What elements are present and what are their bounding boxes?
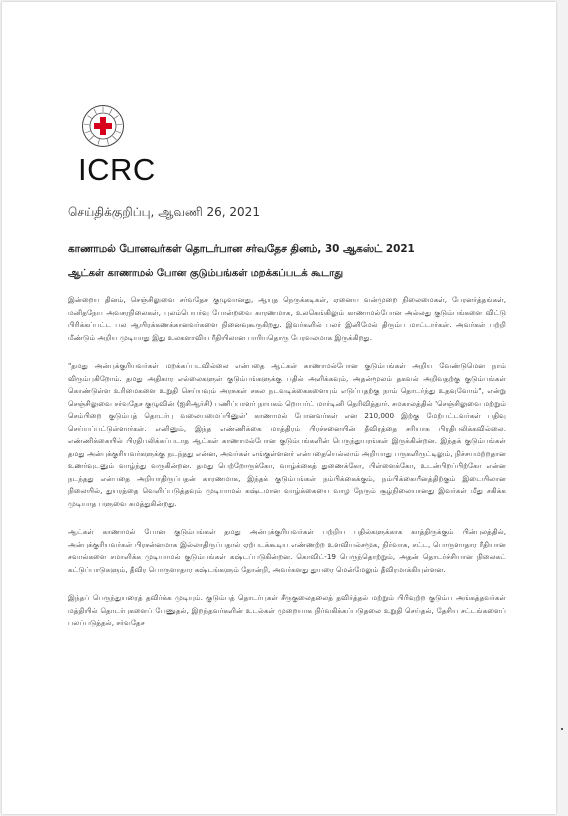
paragraph: இந்தப் பெருந்துயரைத் தவிர்க்க முடியும். குடும்பத் தொடர்புகள் சீருகுலைதலைத் தவிர்த்தல் மற்றும் பிரிவுற்ற குடும்ப அங்கத்தவர்கள் மத்தியில் தொடர்புகளைப் பேணுதல், இறந்தவர்களின் உடல்கள் முறையாக நிர்வகிக்கப்படுதலை உறுதி செய்தல், தேசிய சட்டங்களைப் பலப்படுத்தல், சர்வதேச bbox=[68, 593, 506, 627]
release-type-and-date: செய்திக்குறிப்பு, ஆவணி 26, 2021 bbox=[68, 205, 260, 219]
page-marker-dot bbox=[561, 728, 563, 730]
paragraph: ஆட்கள் காணாமல் போன குடும்பங்கள் தமது அன்புக்குரியவர்கள் பற்றிய பதில்களுக்காக காத்திருக்கும் பின்புலத்தில், அன்புக்குரியவர்கள் பிரசன்னமாக இல்லாதிருப்பதால் ஏற்படக்கூடிய எண்ணற்ற உளவியல்சமூக, நிர்வாக, சட்ட, பொருளாதார ரீதியான சவால்களை சமாளிக்க முடியாமல் குடும்பங்கள் கஷ்டப்படுகின்றன. கொவிட்-19 பெருந்தொற்றும், அதன் தொடர்ச்சியான நிலைகட் கட்டுப்பாடுகளும், தீவிர பொருளாதார கஷ்டங்களும் தோன்றி, அவர்களது துயரை மென்மேலும் தீவிரமாக்கியுள்ளன. bbox=[68, 527, 506, 574]
icrc-logo bbox=[78, 104, 156, 187]
red-cross-emblem-icon bbox=[81, 104, 125, 148]
logo-text: ICRC bbox=[78, 152, 156, 187]
document-page bbox=[2, 2, 556, 814]
body-text bbox=[68, 294, 506, 646]
paragraph: "தமது அன்புக்குரியவர்கள் மறக்கப்படவில்லை என்பதை ஆட்கள் காணாமல்போன குடும்பங்கள் அறிய வேண்டுமென நாம் விரும்புகிறோம். தமது அதிகார எல்லைகளுள் குடும்பங்களுக்கு பதில் அளிக்கவும், அதன்மூலம் தகவல் அறிவதற்கு குடும்பங்கள் கொண்டுள்ள உரிமைகளை உறுதி செய்யவும் அரசுகள் சகல நடவடிக்கைகளையும் எடுப்பதற்கு நாம் தொடர்ந்து உதவுவோம்", என்று செஞ்சிலுவை சர்வதேச குழுவின் (ஐசிஆர்சி) பணிப்பாளர் நாயகம் றொபர்ட் மார்டினி தெரிவித்தார். சமகாலத்தில் 'செஞ்சிலுவை மற்றும் செம்பிறை குடும்பத் தொடர்பு வலையமைப்பினுள்' காணாமல் போனவர்கள் என 210,000 இற்கு மேற்பட்டவர்கள் பதிவு செய்யப்பட்டுள்ளார்கள். எனினும், இந்த எண்ணிக்கை மாத்திரம் பிரச்சனையின் தீவிரத்தை சரியாக பிரதிபலிக்கவில்லை. எண்ணிக்கையில் பிரதிபலிக்கப்படாத ஆட்கள் காணாமல்போன குடும்பங்களின் பெருந்துயரங்கள் இருக்கின்றன. இந்தக் குடும்பங்கள் தமது அன்புக்குரியவர்களுக்கு நடந்தது என்ன, அவர்கள் எங்குள்ளனர் என்பதையெல்லாம் அறியாது பருகளிருட்டிலும், நிச்சயமற்றதான உணர்வுடனும் வாழ்ந்து வருகின்றன. தமது பெற்றோருக்கோ, வாழ்க்கைத் துணைக்கோ, பிள்ளைக்கோ, உடன்பிறப்பிற்கோ என்ன நடந்தது என்பதை அறியாதிருப்பதன் காரணமாக, இந்தக் குடும்பங்கள் நம்பிக்கைக்கும், நம்பிக்கையீனத்திற்கும் இடையிலான நிலையில், துயரத்தை வெளிப்படுத்தவும் முடியாமல் கஷ்டமான வாழ்க்கையை வாழ நேரும் சூழ்நிலையானது இவர்கள் மீது சகிக்க முடியாத பளுவை சுமத்துகின்றது. bbox=[68, 361, 506, 508]
press-release-subtitle: ஆட்கள் காணாமல் போன குடும்பங்கள் மறக்கப்படக் கூடாது bbox=[68, 268, 344, 279]
press-release-title: காணாமல் போனவர்கள் தொடர்பான சர்வதேச தினம், 30 ஆகஸ்ட் 2021 bbox=[68, 243, 415, 255]
paragraph: இன்றைய தினம், செஞ்சிலுவை சர்வதேச குழுவானது, ஆயுத நெருக்கடிகள், ஏனைய வன்முறை நிலைமைகள், பேரனர்த்தங்கள், மனிதநேய அவசரநிலைகள், புலம்பெயர்வு போன்றவை காரணமாக, உலகெங்கிலும் காணாமல்போன அல்லது குடும்பங்களை விட்டு பிரிக்கப்பட்ட பல ஆயிரக்கணக்கானவர்களை நினைவுகூருகிறது. இவர்களில் பலர் இனிமேல் திரும்ப மாட்டார்கள். அவர்கள் பற்றி மீண்டும் அறிய முடியாது இது உலகளாவிய ரீதியிலான பாரியதொரு பேரவலமாக இருக்கிறது. bbox=[68, 295, 506, 342]
